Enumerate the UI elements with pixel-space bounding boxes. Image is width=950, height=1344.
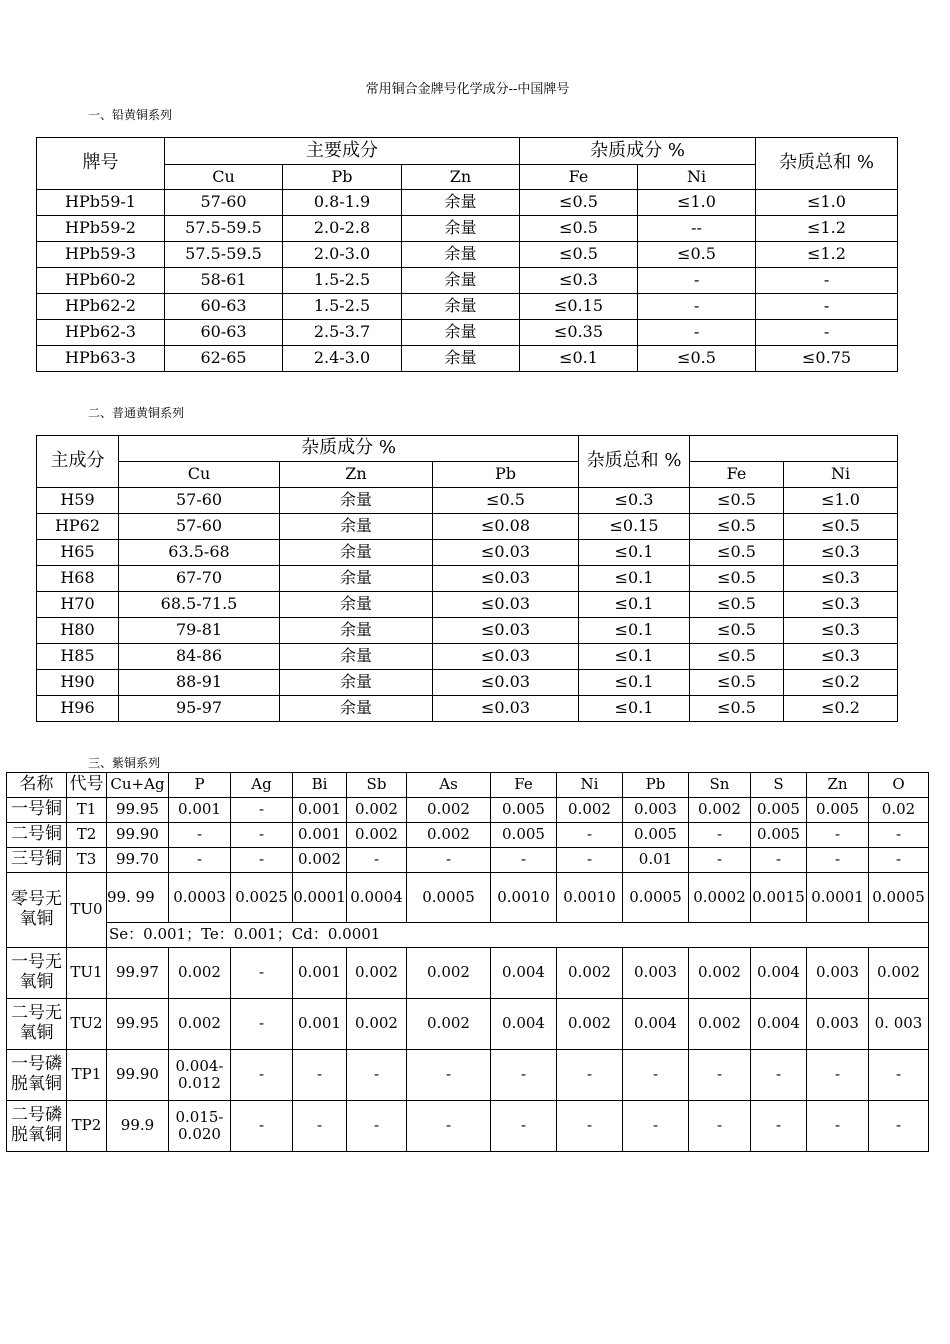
table-row	[37, 696, 898, 722]
table-cell: ≤0.3	[784, 540, 898, 566]
table-row	[37, 190, 898, 216]
table-cell: ≤0.1	[579, 644, 690, 670]
table-cell: ≤0.3	[784, 592, 898, 618]
table-cell: ≤0.1	[579, 670, 690, 696]
table-cell: ≤0.5	[690, 540, 784, 566]
table-cell: 67-70	[119, 566, 280, 592]
table-cell: 57-60	[119, 514, 280, 540]
table-cell: 0.0005	[623, 873, 689, 923]
table-cell: 余量	[280, 488, 433, 514]
column-header: 代号	[67, 773, 107, 798]
table-cell: 88-91	[119, 670, 280, 696]
table-cell: -	[869, 1101, 929, 1152]
table-cell: 0.0025	[231, 873, 293, 923]
table-cell: 0.003	[807, 999, 869, 1050]
table-row	[7, 798, 929, 823]
table-cell: ≤0.1	[579, 696, 690, 722]
header-zn: Zn	[280, 462, 433, 488]
table-cell: HP62	[37, 514, 119, 540]
table-cell: 57.5-59.5	[165, 216, 283, 242]
table-cell: -	[756, 320, 898, 346]
header-ni: Ni	[638, 165, 756, 190]
copper-name-cell: 二号磷脱氧铜	[7, 1101, 67, 1152]
table-cell: ≤0.1	[579, 540, 690, 566]
table-cell: 0.02	[869, 798, 929, 823]
column-header: Zn	[807, 773, 869, 798]
table-cell: HPb63-3	[37, 346, 165, 372]
copper-name-cell: 一号铜	[7, 798, 67, 823]
table-cell: ≤0.15	[579, 514, 690, 540]
table-cell: 68.5-71.5	[119, 592, 280, 618]
table-cell: ≤0.03	[433, 670, 579, 696]
header-cu: Cu	[119, 462, 280, 488]
table-cell: -	[347, 848, 407, 873]
table-cell: 0.0005	[407, 873, 491, 923]
table-cell: 余量	[280, 618, 433, 644]
table-cell: 99.90	[107, 1050, 169, 1101]
table-cell: -	[557, 1050, 623, 1101]
table-cell: 57.5-59.5	[165, 242, 283, 268]
table-cell: 余量	[280, 514, 433, 540]
table-cell: -	[231, 823, 293, 848]
table-cell: -	[689, 1050, 751, 1101]
table-cell: -	[491, 1050, 557, 1101]
table-cell: 0.003	[623, 948, 689, 999]
table-cell: H70	[37, 592, 119, 618]
table-row	[37, 514, 898, 540]
table-cell: 0.0005	[869, 873, 929, 923]
table-cell: 0.0003	[169, 873, 231, 923]
table-cell: 99.97	[107, 948, 169, 999]
pure-copper-table	[6, 772, 929, 1152]
table-row	[37, 618, 898, 644]
table-cell: HPb62-3	[37, 320, 165, 346]
column-header: 名称	[7, 773, 67, 798]
header-pb: Pb	[283, 165, 402, 190]
table-cell: 0.002	[407, 798, 491, 823]
column-header: Sb	[347, 773, 407, 798]
table-cell: ≤0.03	[433, 618, 579, 644]
table-cell: 0.0010	[557, 873, 623, 923]
table-cell: HPb59-2	[37, 216, 165, 242]
column-header: Ag	[231, 773, 293, 798]
table-cell: ≤1.0	[784, 488, 898, 514]
table-cell: 0.002	[169, 999, 231, 1050]
table-cell: 84-86	[119, 644, 280, 670]
section-3-heading: 三、紫铜系列	[88, 756, 161, 770]
table-cell: -	[751, 1101, 807, 1152]
tu0-note: Se：0.001；Te：0.001；Cd：0.0001	[107, 923, 929, 948]
table-row	[37, 540, 898, 566]
column-header: Cu+Ag	[107, 773, 169, 798]
table-cell: H68	[37, 566, 119, 592]
table-cell: -	[623, 1101, 689, 1152]
table-row	[37, 592, 898, 618]
table-cell: -	[231, 848, 293, 873]
table-cell: 余量	[402, 320, 520, 346]
table-cell: 1.5-2.5	[283, 294, 402, 320]
table-cell: -	[557, 1101, 623, 1152]
table-cell: 0.001	[169, 798, 231, 823]
table-cell: HPb59-1	[37, 190, 165, 216]
tu0-note-row	[7, 923, 929, 948]
table-cell: -	[293, 1101, 347, 1152]
table-row	[7, 823, 929, 848]
table-cell: H65	[37, 540, 119, 566]
table-cell: ≤0.5	[690, 644, 784, 670]
column-header: As	[407, 773, 491, 798]
table-cell: ≤0.3	[784, 618, 898, 644]
table-cell: ≤0.3	[579, 488, 690, 514]
table-cell: -	[756, 268, 898, 294]
column-header: Bi	[293, 773, 347, 798]
table-cell: --	[638, 216, 756, 242]
table-cell: 0.005	[807, 798, 869, 823]
table-cell: 0.002	[407, 999, 491, 1050]
table-cell: ≤0.5	[690, 618, 784, 644]
table-cell: ≤0.2	[784, 670, 898, 696]
table-cell: ≤0.35	[520, 320, 638, 346]
table-cell: ≤0.5	[520, 216, 638, 242]
table-cell: ≤0.1	[520, 346, 638, 372]
table-cell: 余量	[280, 592, 433, 618]
table-cell: 0.004-0.012	[169, 1050, 231, 1101]
table-row	[7, 999, 929, 1050]
header-grade: 牌号	[37, 138, 165, 190]
table-cell: 余量	[280, 540, 433, 566]
column-header: Ni	[557, 773, 623, 798]
table-row	[37, 670, 898, 696]
copper-name-cell: 二号铜	[7, 823, 67, 848]
table-cell: HPb59-3	[37, 242, 165, 268]
page-title: 常用铜合金牌号化学成分--中国牌号	[365, 82, 570, 97]
table-row	[7, 848, 929, 873]
table-cell: 63.5-68	[119, 540, 280, 566]
table-cell: -	[407, 1050, 491, 1101]
table-cell: 0.002	[689, 948, 751, 999]
table-cell: -	[293, 1050, 347, 1101]
table-cell: ≤0.5	[784, 514, 898, 540]
table-cell: ≤0.5	[638, 242, 756, 268]
table-cell: -	[756, 294, 898, 320]
table-cell: ≤0.75	[756, 346, 898, 372]
table-cell: -	[751, 1050, 807, 1101]
table-cell: -	[638, 294, 756, 320]
table-cell: 0.003	[623, 798, 689, 823]
table-cell: ≤0.08	[433, 514, 579, 540]
table-cell: ≤0.03	[433, 592, 579, 618]
copper-name-cell: 零号无氧铜	[7, 873, 67, 948]
table-cell: 58-61	[165, 268, 283, 294]
table-cell: -	[869, 823, 929, 848]
table-cell: -	[869, 848, 929, 873]
table-cell: 60-63	[165, 294, 283, 320]
table-cell: T3	[67, 848, 107, 873]
table-cell: -	[638, 268, 756, 294]
table-cell: 1.5-2.5	[283, 268, 402, 294]
table-cell: 余量	[402, 242, 520, 268]
table-cell: -	[347, 1050, 407, 1101]
table-cell: 余量	[402, 268, 520, 294]
table-cell: -	[231, 999, 293, 1050]
table-cell: 0.002	[557, 999, 623, 1050]
table-cell: 0.0015	[751, 873, 807, 923]
header-impurity: 杂质成分 %	[119, 436, 579, 462]
table-cell: 0.002	[293, 848, 347, 873]
table-row	[7, 1050, 929, 1101]
table-cell: -	[623, 1050, 689, 1101]
table-cell: 0.004	[491, 999, 557, 1050]
table-cell: -	[751, 848, 807, 873]
table-cell: TU2	[67, 999, 107, 1050]
table-cell: 0.0010	[491, 873, 557, 923]
table-cell: ≤0.5	[520, 190, 638, 216]
table-cell: -	[557, 848, 623, 873]
table-row	[37, 268, 898, 294]
table-cell: ≤0.5	[690, 696, 784, 722]
table-cell: ≤0.5	[520, 242, 638, 268]
table-cell: 0.004	[491, 948, 557, 999]
table-cell: 0.001	[293, 948, 347, 999]
table-cell: 99.95	[107, 798, 169, 823]
table-row	[37, 566, 898, 592]
table-cell: 2.4-3.0	[283, 346, 402, 372]
table-cell: 2.0-2.8	[283, 216, 402, 242]
copper-name-cell: 一号磷脱氧铜	[7, 1050, 67, 1101]
table-cell: ≤0.3	[784, 566, 898, 592]
table-cell: ≤0.2	[784, 696, 898, 722]
copper-name-cell: 二号无氧铜	[7, 999, 67, 1050]
table-cell: 0.8-1.9	[283, 190, 402, 216]
table-cell: 余量	[280, 644, 433, 670]
table-cell: TU0	[67, 873, 107, 948]
header-fe: Fe	[690, 462, 784, 488]
table-cell: 余量	[402, 294, 520, 320]
table-cell: H59	[37, 488, 119, 514]
table-cell: 57-60	[119, 488, 280, 514]
table-cell: -	[807, 1050, 869, 1101]
header-impurity-total: 杂质总和 %	[756, 138, 898, 190]
table-cell: 99.90	[107, 823, 169, 848]
table-cell: -	[169, 823, 231, 848]
table-cell: HPb62-2	[37, 294, 165, 320]
table-cell: H80	[37, 618, 119, 644]
table-cell: 0.001	[293, 798, 347, 823]
table-cell: ≤1.2	[756, 242, 898, 268]
table-cell: -	[407, 848, 491, 873]
table-cell: 余量	[280, 670, 433, 696]
table-cell: 99.95	[107, 999, 169, 1050]
table-cell: -	[807, 823, 869, 848]
table-cell: -	[231, 798, 293, 823]
table-cell: 0.002	[347, 999, 407, 1050]
table-cell: 0.002	[689, 999, 751, 1050]
table-cell: -	[869, 1050, 929, 1101]
table-cell: 余量	[402, 190, 520, 216]
copper-name-cell: 一号无氧铜	[7, 948, 67, 999]
copper-name-cell: 三号铜	[7, 848, 67, 873]
column-header: P	[169, 773, 231, 798]
table-cell: 0.002	[407, 948, 491, 999]
table-cell: ≤0.03	[433, 644, 579, 670]
common-brass-table	[36, 435, 898, 722]
header-blank	[690, 436, 898, 462]
table-cell: H90	[37, 670, 119, 696]
table-row	[7, 1101, 929, 1152]
table-cell: 0.005	[623, 823, 689, 848]
table-cell: 2.5-3.7	[283, 320, 402, 346]
table-cell: -	[231, 1050, 293, 1101]
table-cell: -	[689, 1101, 751, 1152]
table-cell: 0.005	[491, 798, 557, 823]
table-cell: 79-81	[119, 618, 280, 644]
table-cell: 99. 99	[107, 873, 169, 923]
header-ni: Ni	[784, 462, 898, 488]
table-cell: 0.001	[293, 999, 347, 1050]
table-cell: 0.002	[557, 948, 623, 999]
table-cell: ≤0.5	[690, 488, 784, 514]
section-2-heading: 二、普通黄铜系列	[88, 406, 185, 420]
table-cell: H85	[37, 644, 119, 670]
table-row	[37, 320, 898, 346]
table-cell: 0.002	[689, 798, 751, 823]
table-cell: -	[491, 1101, 557, 1152]
table-cell: -	[557, 823, 623, 848]
table-cell: ≤0.03	[433, 696, 579, 722]
table-cell: ≤0.5	[638, 346, 756, 372]
table-cell: 0.0001	[293, 873, 347, 923]
table-cell: TP2	[67, 1101, 107, 1152]
table-row	[7, 948, 929, 999]
table-cell: 0.002	[169, 948, 231, 999]
table-cell: ≤1.0	[638, 190, 756, 216]
table-cell: 0.015-0.020	[169, 1101, 231, 1152]
table-cell: ≤0.15	[520, 294, 638, 320]
table-cell: 0.002	[557, 798, 623, 823]
table-cell: ≤0.3	[784, 644, 898, 670]
table-cell: -	[169, 848, 231, 873]
table-cell: ≤0.03	[433, 540, 579, 566]
table-cell: ≤0.1	[579, 618, 690, 644]
header-impurity-total: 杂质总和 %	[579, 436, 690, 488]
header-main-component: 主成分	[37, 436, 119, 488]
table-cell: ≤0.5	[690, 670, 784, 696]
table-cell: 99.9	[107, 1101, 169, 1152]
table-cell: ≤0.03	[433, 566, 579, 592]
table-cell: 0.004	[751, 999, 807, 1050]
header-cu: Cu	[165, 165, 283, 190]
table-cell: -	[407, 1101, 491, 1152]
table-cell: ≤0.1	[579, 566, 690, 592]
table-cell: 0.005	[751, 823, 807, 848]
table-cell: -	[807, 1101, 869, 1152]
table-cell: 99.70	[107, 848, 169, 873]
table-cell: 0.0002	[689, 873, 751, 923]
table-cell: -	[689, 848, 751, 873]
table-cell: 2.0-3.0	[283, 242, 402, 268]
table-cell: 62-65	[165, 346, 283, 372]
table-cell: ≤0.5	[690, 514, 784, 540]
table-cell: -	[638, 320, 756, 346]
table-cell: -	[807, 848, 869, 873]
table-cell: 0. 003	[869, 999, 929, 1050]
table-cell: 0.003	[807, 948, 869, 999]
table-cell: 57-60	[165, 190, 283, 216]
table-cell: 60-63	[165, 320, 283, 346]
table-cell: ≤0.5	[433, 488, 579, 514]
column-header: S	[751, 773, 807, 798]
table-cell: ≤0.5	[690, 592, 784, 618]
table-cell: T1	[67, 798, 107, 823]
table-cell: 0.002	[869, 948, 929, 999]
table-cell: 0.002	[347, 798, 407, 823]
table-cell: ≤1.2	[756, 216, 898, 242]
table-cell: T2	[67, 823, 107, 848]
table-cell: 余量	[280, 696, 433, 722]
table-cell: -	[689, 823, 751, 848]
table-row	[37, 644, 898, 670]
table-row	[37, 346, 898, 372]
table-cell: 95-97	[119, 696, 280, 722]
table-cell: 余量	[280, 566, 433, 592]
header-pb: Pb	[433, 462, 579, 488]
table-cell: ≤0.3	[520, 268, 638, 294]
column-header: Sn	[689, 773, 751, 798]
table-cell: 0.002	[407, 823, 491, 848]
table-row	[7, 873, 929, 923]
table-cell: TP1	[67, 1050, 107, 1101]
table-cell: 0.005	[491, 823, 557, 848]
table-row	[37, 488, 898, 514]
table-row	[37, 242, 898, 268]
lead-brass-table	[36, 137, 898, 372]
table-cell: 0.002	[347, 948, 407, 999]
table-cell: H96	[37, 696, 119, 722]
table-cell: TU1	[67, 948, 107, 999]
table-cell: 0.004	[623, 999, 689, 1050]
header-impurity: 杂质成分 %	[520, 138, 756, 165]
column-header: Pb	[623, 773, 689, 798]
table-cell: 0.004	[751, 948, 807, 999]
table-row	[37, 216, 898, 242]
column-header: O	[869, 773, 929, 798]
header-fe: Fe	[520, 165, 638, 190]
table-cell: 0.001	[293, 823, 347, 848]
table-row	[37, 294, 898, 320]
table-cell: 0.002	[347, 823, 407, 848]
table-cell: 余量	[402, 346, 520, 372]
table-cell: ≤0.5	[690, 566, 784, 592]
table-cell: -	[231, 1101, 293, 1152]
table-cell: -	[491, 848, 557, 873]
section-1-heading: 一、铅黄铜系列	[88, 108, 173, 122]
table-cell: -	[231, 948, 293, 999]
table-cell: ≤0.1	[579, 592, 690, 618]
table-cell: 0.0001	[807, 873, 869, 923]
table-cell: -	[347, 1101, 407, 1152]
table-cell: HPb60-2	[37, 268, 165, 294]
table-cell: 余量	[402, 216, 520, 242]
table-cell: 0.005	[751, 798, 807, 823]
header-main-components: 主要成分	[165, 138, 520, 165]
table-cell: ≤1.0	[756, 190, 898, 216]
header-zn: Zn	[402, 165, 520, 190]
table-cell: 0.0004	[347, 873, 407, 923]
table-cell: 0.01	[623, 848, 689, 873]
column-header: Fe	[491, 773, 557, 798]
